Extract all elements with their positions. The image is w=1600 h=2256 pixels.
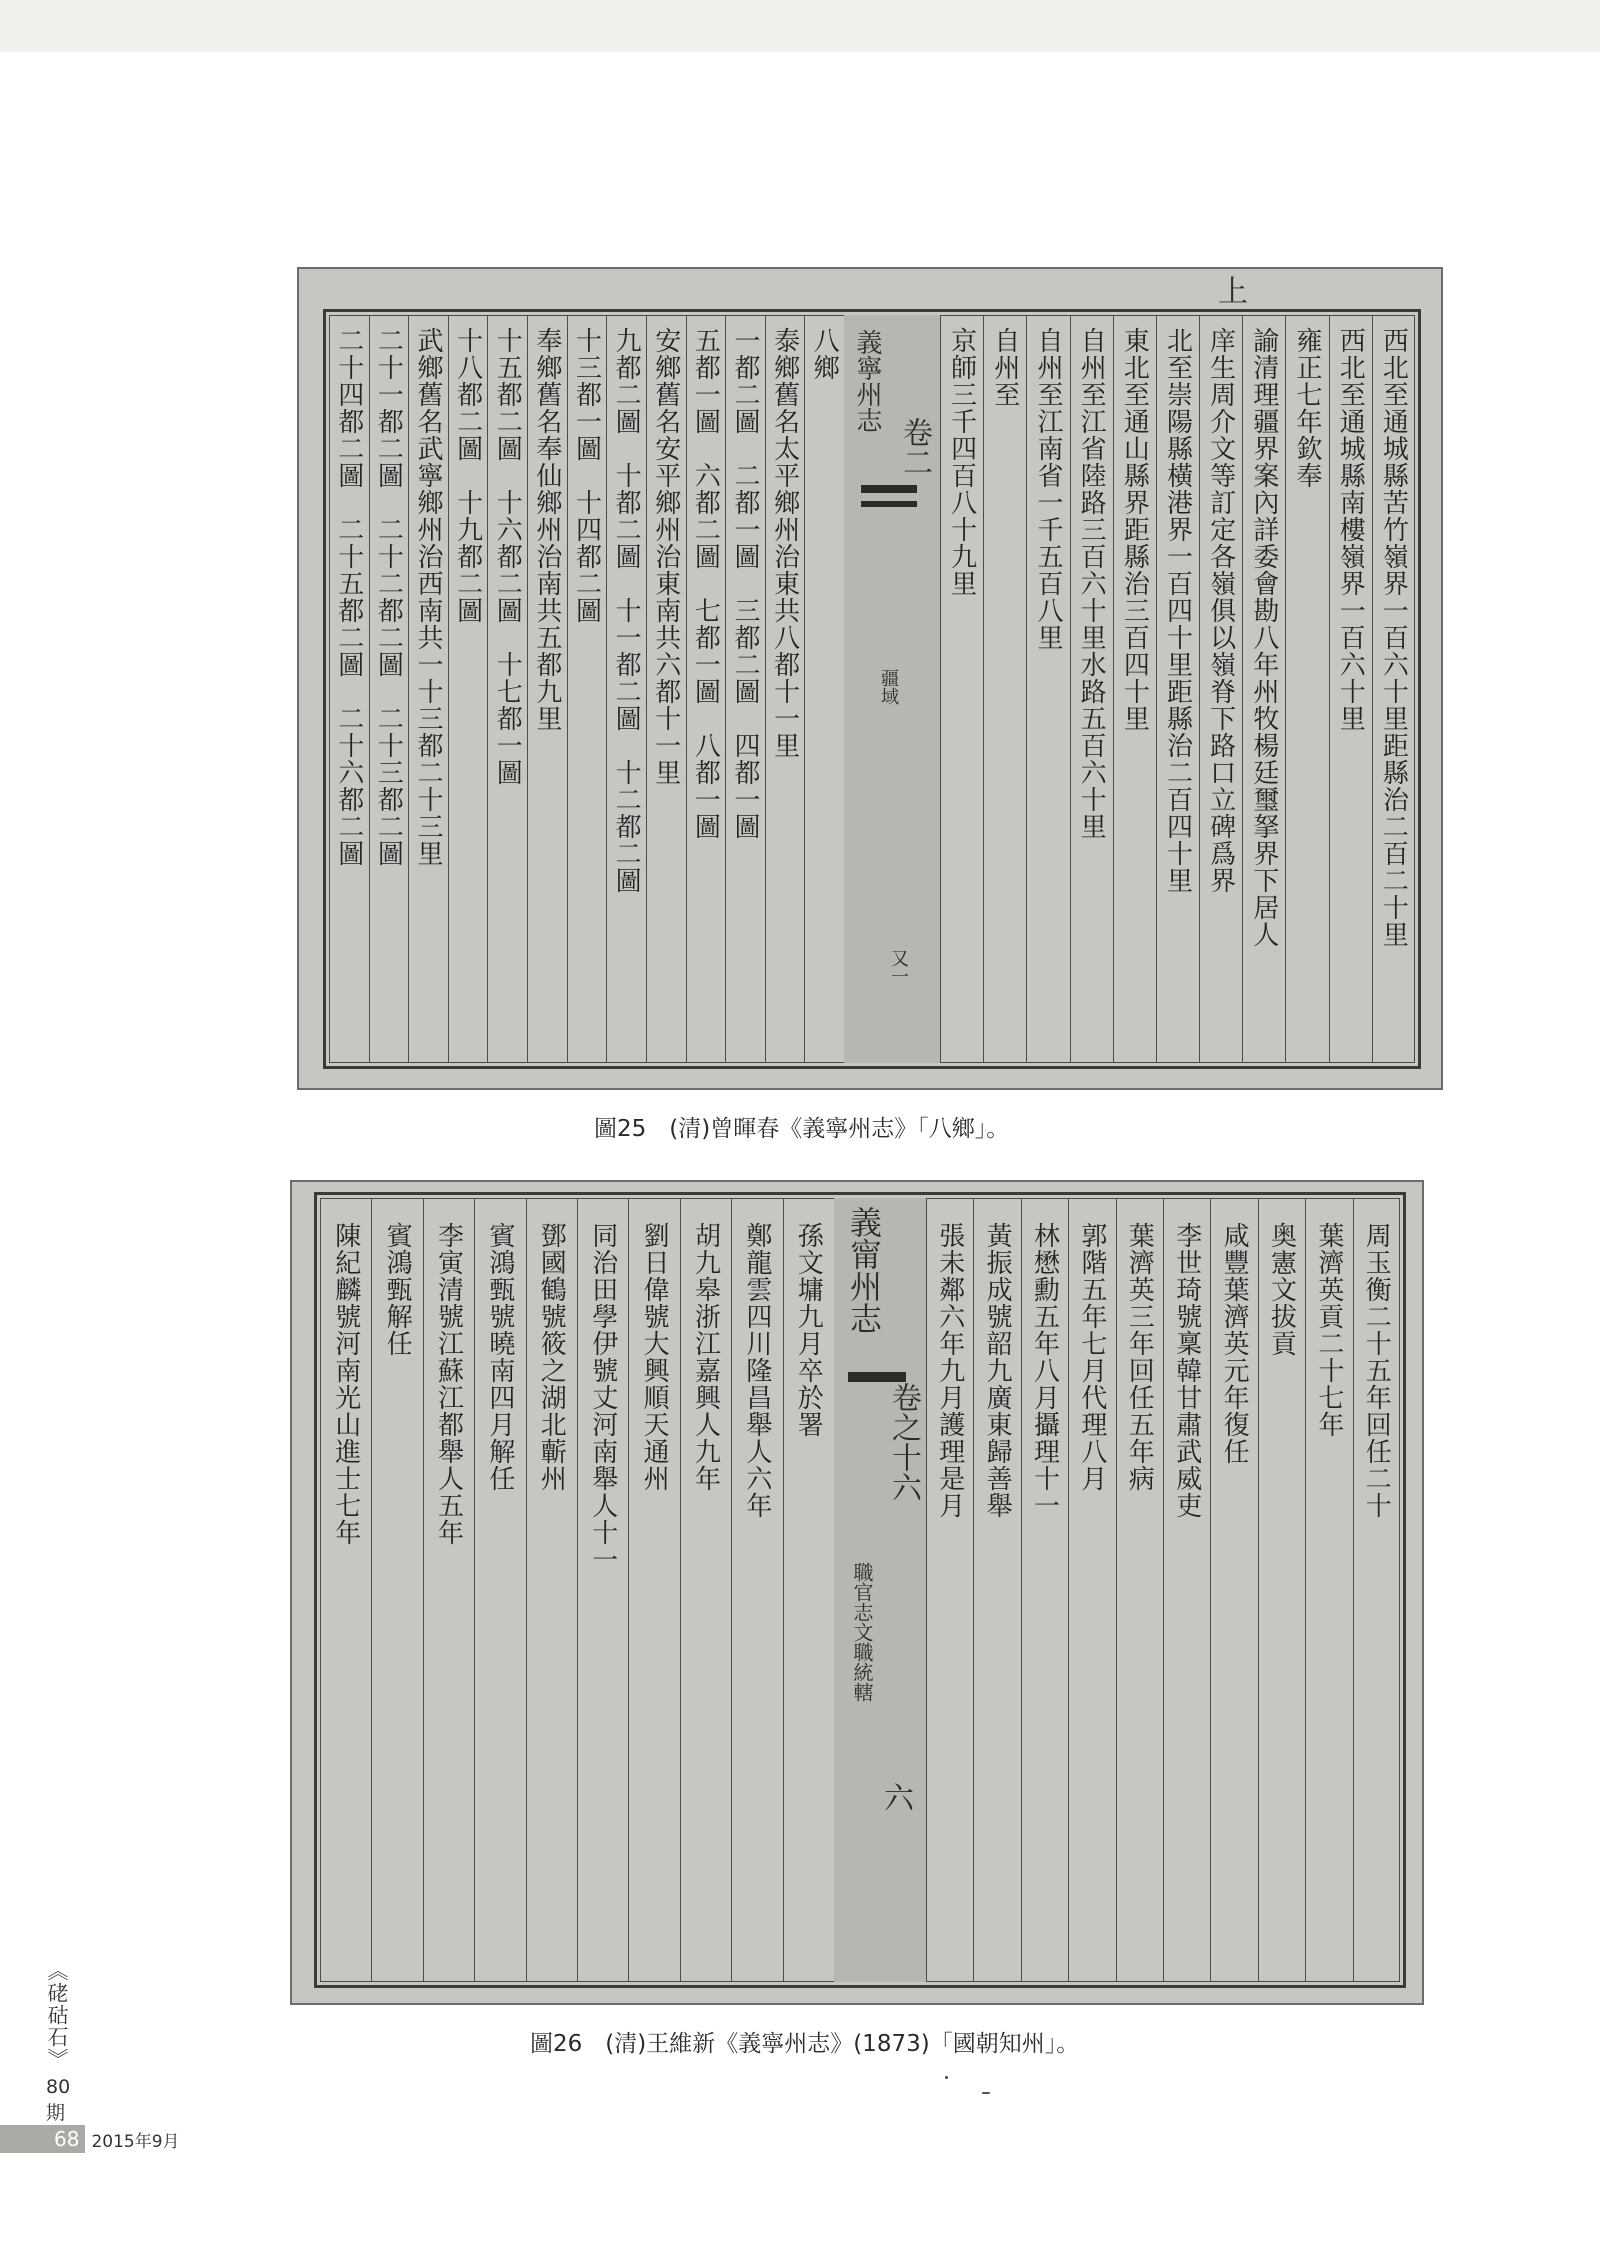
column-rule <box>628 1198 629 1982</box>
column-rule <box>1199 315 1200 1063</box>
column-rule <box>1070 315 1071 1063</box>
text-column: 庠生周介文等訂定各嶺俱以嶺脊下路口立碑爲界 <box>1205 327 1236 894</box>
column-rule <box>408 315 409 1063</box>
text-column: 賓鴻甄解任 <box>382 1222 413 1357</box>
text-column: 奉鄉舊名奉仙鄉州治南共五都九里 <box>531 327 562 732</box>
text-column: 劉日偉號大興順天通州 <box>639 1222 670 1492</box>
text-column: 十三都一圖 十四都二圖 <box>571 327 602 624</box>
fishtail-mark <box>861 485 917 493</box>
scan-top-strip <box>0 0 1600 52</box>
text-column: 九都二圖 十都二圖 十一都二圖 十二都二圖 <box>611 327 642 894</box>
column-rule <box>680 1198 681 1982</box>
text-column: 李寅清號江蘇江都舉人五年 <box>433 1222 464 1546</box>
scan-speck <box>982 2092 990 2094</box>
text-column: 咸豐葉濟英元年復任 <box>1219 1222 1250 1465</box>
text-column: 武鄉舊名武寧鄉州治西南共一十三都二十三里 <box>413 327 444 867</box>
column-rule <box>487 315 488 1063</box>
column-rule <box>1305 1198 1306 1982</box>
top-mark: 上 <box>1212 275 1247 305</box>
column-rule <box>1068 1198 1069 1982</box>
text-column: 泰鄉舊名太平鄉州治東共八都十一里 <box>769 327 800 759</box>
column-rule <box>423 1198 424 1982</box>
center-juan: 卷之十六 <box>886 1382 921 1502</box>
column-rule <box>765 315 766 1063</box>
column-rule <box>1372 315 1373 1063</box>
text-column: 奥憲文拔貢 <box>1266 1222 1297 1357</box>
column-rule <box>577 1198 578 1982</box>
column-rule <box>369 315 370 1063</box>
text-column: 張未鄰六年九月護理是月 <box>934 1222 965 1519</box>
column-rule <box>567 315 568 1063</box>
text-column: 胡九皋浙江嘉興人九年 <box>690 1222 721 1492</box>
text-column: 鄭龍雲四川隆昌舉人六年 <box>741 1222 772 1519</box>
column-rule <box>474 1198 475 1982</box>
column-rule <box>983 315 984 1063</box>
text-column: 西北至通城縣南樓嶺界一百六十里 <box>1335 327 1366 732</box>
column-rule <box>686 315 687 1063</box>
text-column: 黃振成號韶九廣東歸善舉 <box>982 1222 1013 1519</box>
fishtail-mark <box>848 1372 906 1382</box>
page-footer <box>0 2124 180 2154</box>
text-column: 京師三千四百八十九里 <box>946 327 977 597</box>
text-column: 安鄉舊名安平鄉州治東南共六都十一里 <box>650 327 681 786</box>
column-rule <box>940 315 941 1063</box>
column-rule <box>448 315 449 1063</box>
column-rule <box>527 315 528 1063</box>
text-column: 陳紀麟號河南光山進士七年 <box>330 1222 361 1546</box>
text-column: 鄧國鶴號筱之湖北蘄州 <box>536 1222 567 1492</box>
text-column: 自州至江南省一千五百八里 <box>1032 327 1063 651</box>
text-column: 五都一圖 六都二圖 七都一圖 八都一圖 <box>690 327 721 840</box>
center-sub: 疆域 <box>878 669 899 705</box>
text-column: 賓鴻甄號曉南四月解任 <box>484 1222 515 1492</box>
column-rule <box>371 1198 372 1982</box>
column-rule <box>1353 1198 1354 1982</box>
center-sub: 職官志文職統轄 <box>850 1562 874 1702</box>
column-rule <box>1026 315 1027 1063</box>
text-column: 孫文墉九月卒於署 <box>793 1222 824 1438</box>
column-rule <box>1113 315 1114 1063</box>
text-column: 葉濟英三年回任五年病 <box>1124 1222 1155 1492</box>
column-rule <box>1116 1198 1117 1982</box>
column-rule <box>1258 1198 1259 1982</box>
figure-26-caption: 圖26 (清)王維新《義寧州志》(1873)「國朝知州」。 <box>530 2031 1080 2057</box>
text-column: 東北至通山縣界距縣治三百四十里 <box>1119 327 1150 732</box>
text-column: 雍正七年欽奉 <box>1292 327 1323 489</box>
text-column: 二十一都二圖 二十二都二圖 二十三都二圖 <box>373 327 404 867</box>
text-column: 二十四都二圖 二十五都二圖 二十六都二圖 <box>333 327 364 867</box>
figure-25-scan-image <box>297 267 1443 1090</box>
scan-speck <box>945 2076 948 2079</box>
column-rule <box>1242 315 1243 1063</box>
text-column: 一都二圖 二都一圖 三都二圖 四都一圖 <box>729 327 760 840</box>
center-page: 六 <box>878 1782 913 1812</box>
column-rule <box>320 1198 321 1982</box>
column-rule <box>526 1198 527 1982</box>
center-juan: 卷二 <box>897 417 932 477</box>
column-rule <box>1163 1198 1164 1982</box>
column-rule <box>1021 1198 1022 1982</box>
column-rule <box>926 1198 927 1982</box>
column-rule <box>731 1198 732 1982</box>
center-title: 義寧州志 <box>852 329 882 433</box>
column-rule <box>783 1198 784 1982</box>
figure-26-scan-image <box>290 1180 1424 2005</box>
column-rule <box>804 315 805 1063</box>
column-rule <box>329 315 330 1063</box>
text-column: 周玉衡二十五年回任二十 <box>1361 1222 1392 1519</box>
column-rule <box>1285 315 1286 1063</box>
issue-date: 2015年9月 <box>91 2131 180 2152</box>
figure-25-caption: 圖25 (清)曾暉春《義寧州志》「八鄉」。 <box>594 1116 1010 1142</box>
issue-suffix: 期 <box>46 2102 66 2124</box>
page-number: 68 <box>0 2125 85 2153</box>
text-column: 北至崇陽縣橫港界一百四十里距縣治二百四十里 <box>1162 327 1193 894</box>
text-column: 自州至江省陸路三百六十里水路五百六十里 <box>1076 327 1107 840</box>
text-column: 李世琦號稟韓甘肅武威吏 <box>1171 1222 1202 1519</box>
column-rule <box>973 1198 974 1982</box>
column-rule <box>646 315 647 1063</box>
text-column: 林懋勳五年八月攝理十一 <box>1029 1222 1060 1519</box>
column-rule <box>1329 315 1330 1063</box>
text-column: 自州至 <box>989 327 1020 408</box>
issue-number: 80 <box>46 2076 71 2098</box>
text-column: 八鄉 <box>809 327 840 381</box>
column-rule <box>725 315 726 1063</box>
column-rule <box>606 315 607 1063</box>
center-page: 又一 <box>888 949 909 985</box>
text-column: 諭清理疆界案內詳委會勘八年州牧楊廷璽拏界下居人 <box>1248 327 1279 948</box>
text-column: 西北至通城縣苦竹嶺界一百六十里距縣治二百二十里 <box>1378 327 1409 948</box>
column-rule <box>1210 1198 1211 1982</box>
journal-title: 《硓𥑮石》 <box>45 1960 69 2070</box>
text-column: 十五都二圖 十六都二圖 十七都一圖 <box>492 327 523 786</box>
text-column: 郭階五年七月代理八月 <box>1076 1222 1107 1492</box>
center-title: 義甯州志 <box>845 1206 883 1334</box>
text-column: 十八都二圖 十九都二圖 <box>452 327 483 624</box>
column-rule <box>1156 315 1157 1063</box>
text-column: 葉濟英貢二十七年 <box>1313 1222 1344 1438</box>
text-column: 同治田學伊號丈河南舉人十一 <box>587 1222 618 1573</box>
fishtail-mark-lower <box>861 501 917 507</box>
